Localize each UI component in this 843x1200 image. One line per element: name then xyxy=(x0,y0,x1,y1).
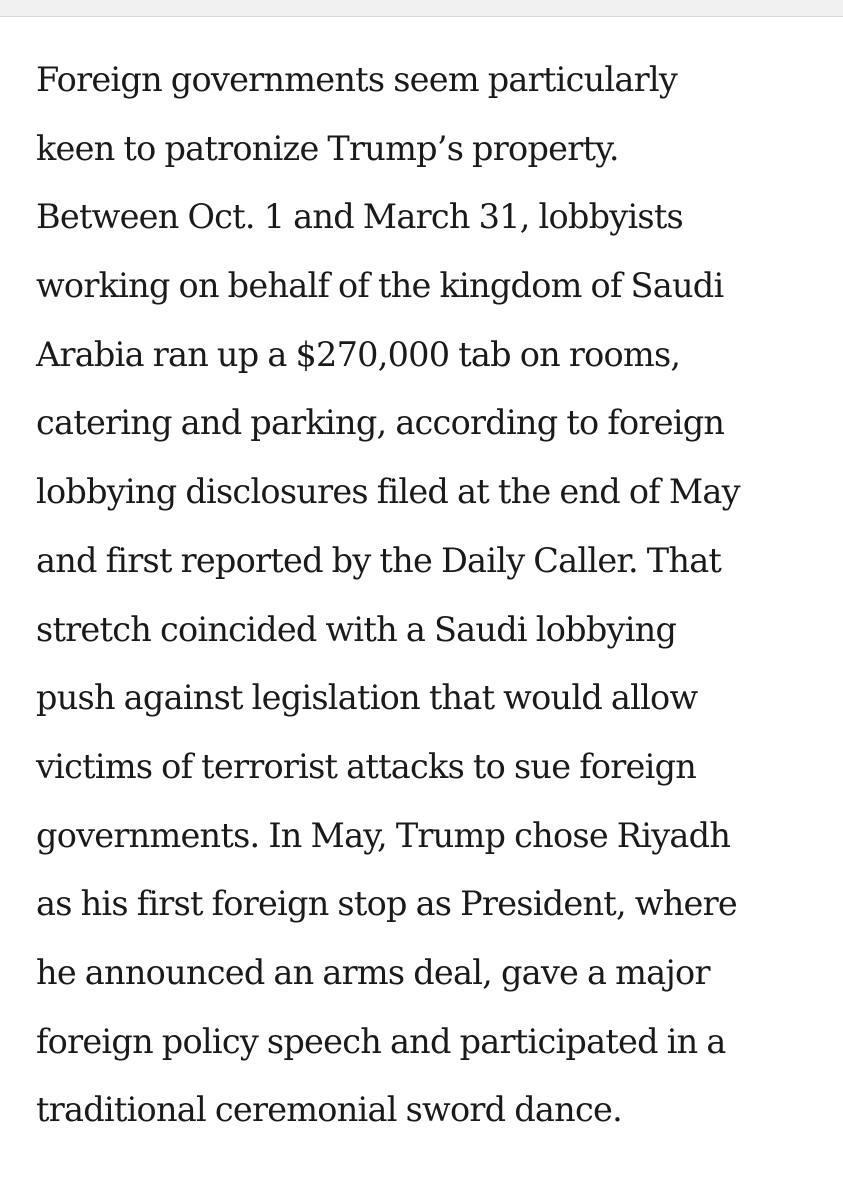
paragraph-line-15: foreign policy speech and participated in a xyxy=(36,1021,726,1061)
paragraph-line-1: Foreign governments seem particularly xyxy=(36,60,678,99)
article-paragraph xyxy=(36,46,831,1145)
paragraph-line-11: victims of terrorist attacks to sue foreign xyxy=(36,746,697,786)
paragraph-line-2: keen to patronize Trump’s property. xyxy=(36,128,619,168)
top-divider xyxy=(0,0,843,17)
paragraph-line-16: traditional ceremonial sword dance. xyxy=(36,1090,622,1130)
paragraph-line-4: working on behalf of the kingdom of Saudi xyxy=(36,266,724,306)
paragraph-line-14: he announced an arms deal, gave a major xyxy=(36,952,710,992)
paragraph-line-8: and first reported by the Daily Caller. That xyxy=(36,540,722,580)
paragraph-line-10: push against legislation that would allow xyxy=(36,678,698,718)
paragraph-line-13: as his first foreign stop as President, where xyxy=(36,884,737,924)
paragraph-line-6: catering and parking, according to foreign xyxy=(36,403,725,443)
paragraph-line-5: Arabia ran up a $270,000 tab on rooms, xyxy=(36,334,681,374)
paragraph-line-7: lobbying disclosures filed at the end of May xyxy=(36,472,740,512)
paragraph-line-12: governments. In May, Trump chose Riyadh xyxy=(36,815,731,855)
paragraph-line-3: Between Oct. 1 and March 31, lobbyists xyxy=(36,197,683,237)
paragraph-line-9: stretch coincided with a Saudi lobbying xyxy=(36,609,677,649)
